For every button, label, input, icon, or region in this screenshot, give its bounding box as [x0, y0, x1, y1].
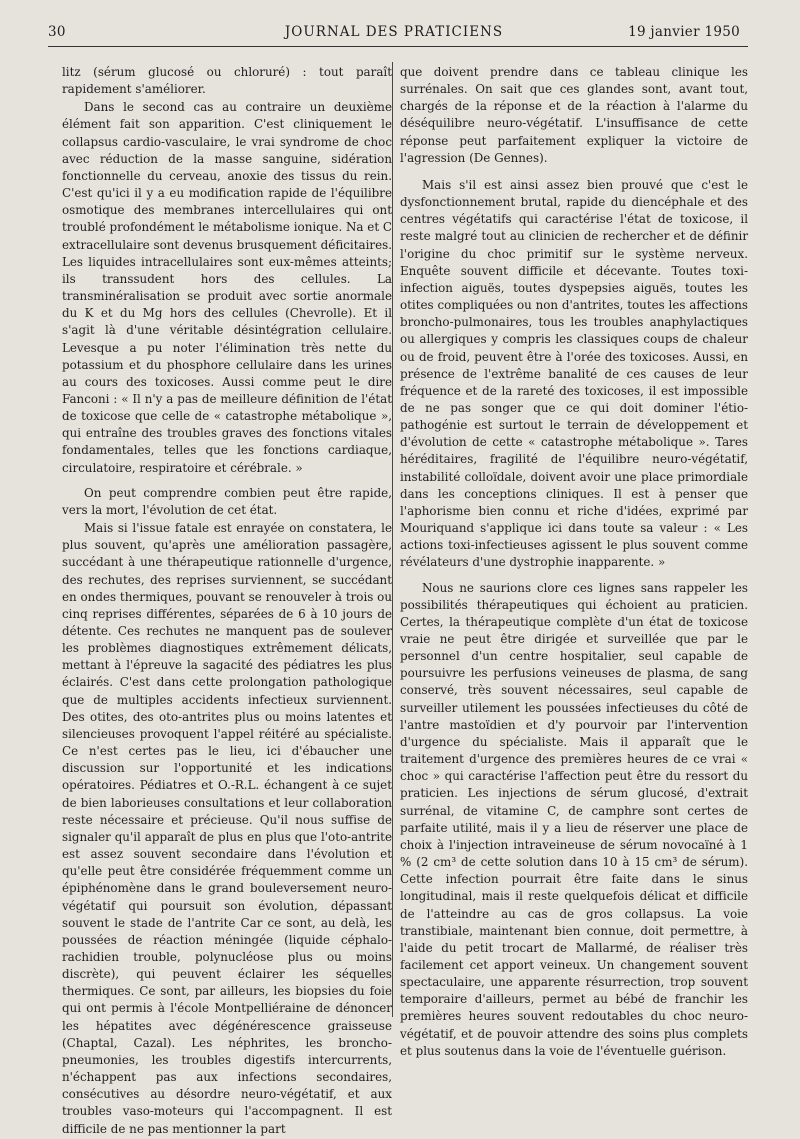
paragraph: Nous ne saurions clore ces lignes sans rappeler les possibilités thérapeutiques qui échoient au praticien. Certes, la thérapeutique complète d'un état de toxicose vraie ne peut être dirigée et surveillée que par le personnel d'un centre hospitalier, seul capable de poursuivre les perfusions veineuses de plasma, de sang conservé, très souvent nécessaires, seul capable de surveiller utilement les poussées infectieuses du côté de l'antre mastoïdien et d'y pourvoir par l'intervention d'urgence du spécialiste. Mais il apparaît que le traitement d'urgence des premières heures de ce vrai « choc » qui caractérise l'affection peut être du ressort du praticien. Les injections de sérum glucosé, d'extrait surrénal, de vitamine C, de camphre sont certes de parfaite utilité, mais il y a lieu de réserver une place de choix à l'injection intraveineuse de sérum novocaïné à 1 % (2 cm³ de cette solution dans 10 à 15 cm³ de sérum). Cette infection pourrait être faite dans le sinus longitudinal, mais il reste quelquefois délicat et difficile de l'atteindre au cas de gros collapsus. La voie transtibiale, maintenant bien connue, doit permettre, à l'aide du petit trocart de Mallarmé, de réaliser très facilement cet apport veineux. Un changement souvent spectaculaire, une apparente résurrection, trop souvent temporaire d'ailleurs, permet au bébé de franchir les premières heures souvent redoutables du choc neuro-végétatif, et de pouvoir attendre des soins plus complets et plus soutenus dans la voie de l'éventuelle guérison. [400, 580, 748, 1058]
header-rule [48, 46, 748, 47]
column-divider [392, 62, 393, 1017]
paragraph: que doivent prendre dans ce tableau clinique les surrénales. On sait que ces glandes sont, avant tout, chargés de la réponse et de la réaction à l'alarme du déséquilibre neuro-végétatif. L'insuffisance de cette réponse peut parfaitement expliquer la victoire de l'agression (De Gennes). [400, 65, 748, 165]
paragraph: Mais si l'issue fatale est enrayée on constatera, le plus souvent, qu'après une amélioration passagère, succédant à une thérapeutique rationnelle d'urgence, des rechutes, des reprises surviennent, se succédant en ondes thermiques, pouvant se renouveler à trois ou cinq reprises différentes, séparées de 6 à 10 jours de détente. Ces rechutes ne manquent pas de soulever les problèmes diagnostiques extrêmement délicats, mettant à l'épreuve la sagacité des pédiatres les plus éclairés. C'est dans cette prolongation pathologique que de multiples accidents infectieux surviennent. Des otites, des oto-antrites plus ou moins latentes et silencieuses provoquent l'appel réitéré au spécialiste. Ce n'est certes pas le lieu, ici d'ébaucher une discussion sur l'opportunité et les indications opératoires. Pédiatres et O.-R.L. échangent à ce sujet de bien laborieuses consultations et leur collaboration reste nécessaire et précieuse. Qu'il nous suffise de signaler qu'il apparaît de plus en plus que l'oto-antrite est assez souvent secondaire dans l'évolution et qu'elle peut être considérée fréquemment comme un épiphénomène dans le grand bouleversement neuro-végétatif qui poursuit son évolution, dépassant souvent le stade de l'antrite Car ce sont, au delà, les poussées de réaction méningée (liquide céphalo-rachidien trouble, polynucléose plus ou moins discrète), qui peuvent éclairer les séquelles thermiques. Ce sont, par ailleurs, les biopsies du foie qui ont permis à l'école Montpelliéraine de dénoncer les hépatites avec dégénérescence graisseuse (Chaptal, Cazal). Les néphrites, les broncho-pneumonies, les troubles digestifs intercurrents, n'échappent pas aux infections secondaires, consécutives au désordre neuro-végétatif, et aux troubles vaso-moteurs qui l'accompagnent. Il est difficile de ne pas mentionner la part [62, 521, 392, 1136]
page-number: 30 [48, 24, 66, 40]
paragraph: Dans le second cas au contraire un deuxième élément fait son apparition. C'est cliniquement le collapsus cardio-vasculaire, le vrai syndrome de choc avec réduction de la masse sanguine, sidération fonctionnelle du cerveau, anoxie des tissus du rein. C'est qu'ici il y a eu modification rapide de l'équilibre osmotique des membranes intercellulaires qui ont troublé profondément le métabolisme ionique. Na et C extracellulaire sont devenus brusquement déficitaires. Les liquides intracellulaires sont eux-mêmes atteints; ils transsudent hors des cellules. La transminéralisation se produit avec sortie anormale du K et du Mg hors des cellules (Chevrolle). Et il s'agit là d'une véritable désintégration cellulaire. Levesque a pu noter l'élimination très nette du potassium et du phosphore cellulaire dans les urines au cours des toxicoses. Aussi comme peut le dire Fanconi : « Il n'y a pas de meilleure définition de l'état de toxicose que celle de « catastrophe métabolique », qui entraîne des troubles graves des fonctions vitales fondamentales, telles que les fonctions cardiaque, circulatoire, respiratoire et cérébrale. » [62, 100, 392, 475]
journal-title: JOURNAL DES PRATICIENS [284, 24, 504, 40]
right-column [400, 64, 748, 1061]
issue-date: 19 janvier 1950 [628, 24, 740, 40]
left-column [62, 64, 392, 1139]
paragraph: On peut comprendre combien peut être rapide, vers la mort, l'évolution de cet état. [62, 485, 392, 517]
page-header [48, 24, 740, 46]
paragraph: Mais s'il est ainsi assez bien prouvé que c'est le dysfonctionnement brutal, rapide du diencéphale et des centres végétatifs qui caractérise l'état de toxicose, il reste malgré tout au clinicien de rechercher et de définir l'origine du choc primitif sur le système nerveux. Enquête souvent difficile et décevante. Toutes toxi-infection aiguës, toutes dyspepsies aiguës, toutes les otites compliquées ou non d'antrites, toutes les affections broncho-pulmonaires, tous les troubles anaphylactiques ou allergiques y compris les classiques coups de chaleur ou de froid, peuvent être à l'orée des toxicoses. Aussi, en présence de l'extrême banalité de ces causes de leur fréquence et de la rareté des toxicoses, il est impossible de ne pas songer que ce qui doit dominer l'étio-pathogénie est surtout le terrain de développement et d'évolution de cette « catastrophe métabolique ». Tares héréditaires, fragilité de l'équilibre neuro-végétatif, instabilité colloïdale, doivent avoir une place primordiale dans les conceptions cliniques. Il est à penser que l'aphorisme bien connu et riche d'idées, exprimé par Mouriquand s'applique ici dans toute sa valeur : « Les actions toxi-infectieuses agissent le plus souvent comme révélateurs d'une dystrophie inapparente. » [400, 177, 748, 570]
paragraph: litz (sérum glucosé ou chloruré) : tout paraît rapidement s'améliorer. [62, 65, 392, 97]
